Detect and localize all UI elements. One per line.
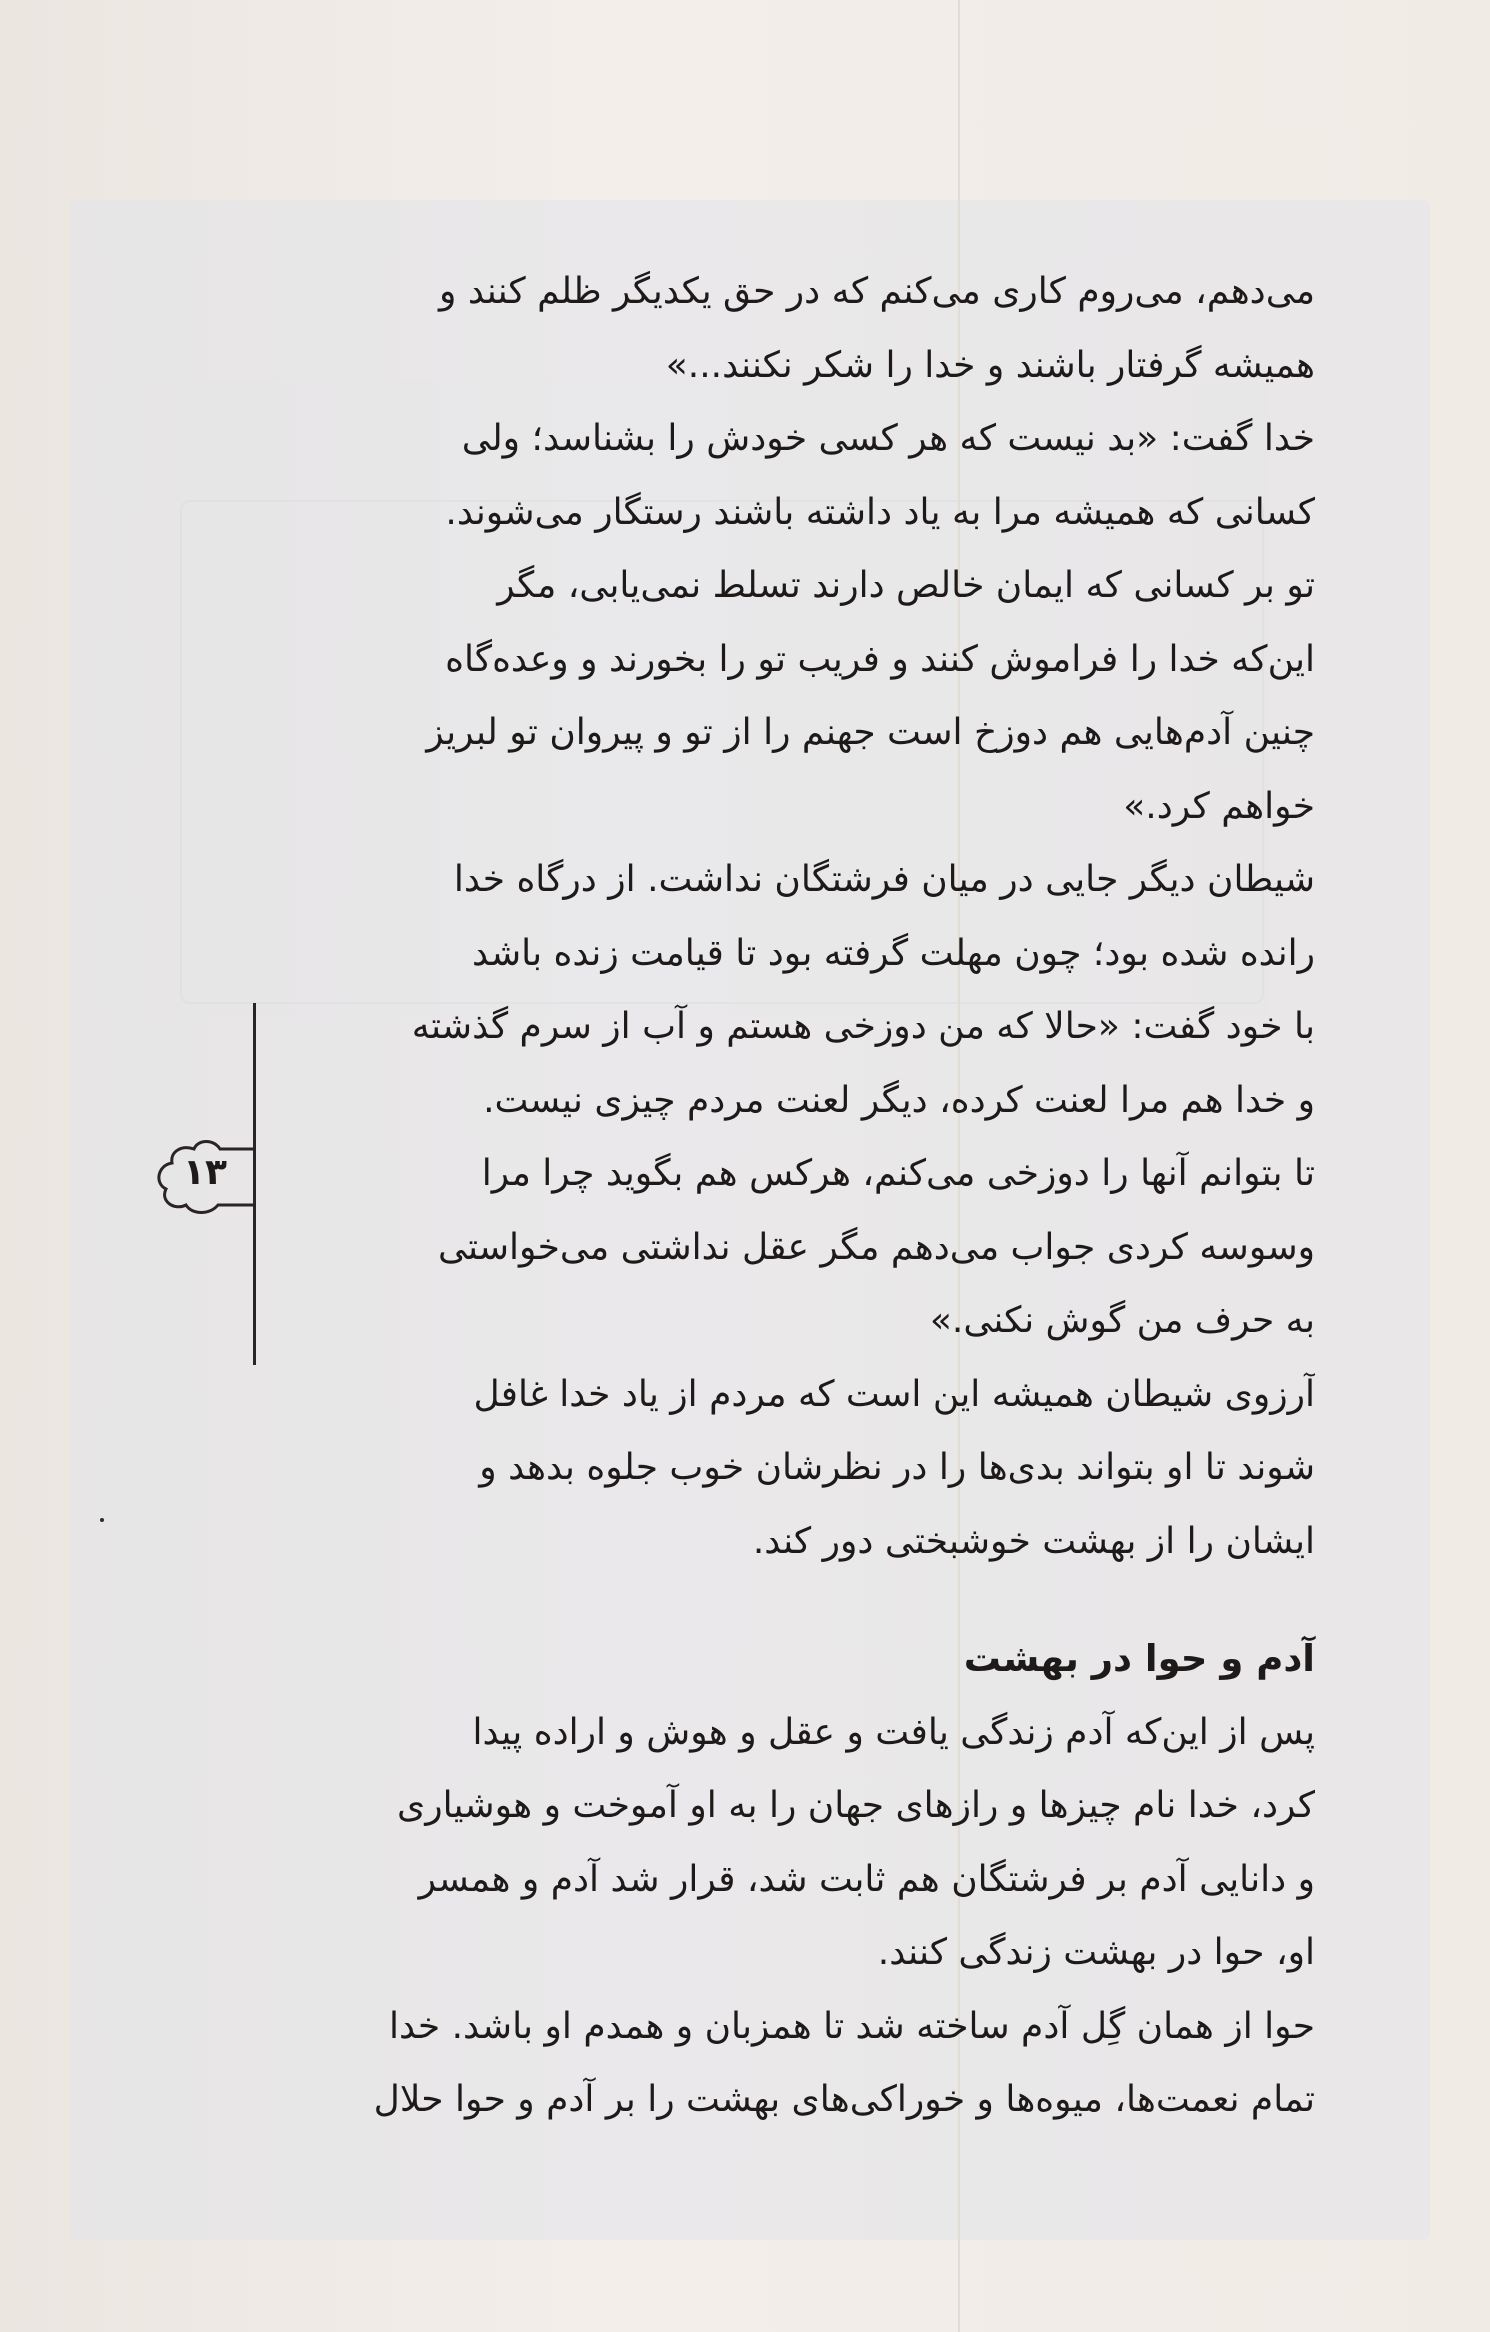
text-line: تا بتوانم آنها را دوزخی می‌کنم، هرکس هم بگوید چرا مرا — [481, 1153, 1315, 1194]
text-line: پس از این‌که آدم زندگی یافت و عقل و هوش و اراده پیدا — [472, 1711, 1315, 1753]
text-line: و خدا هم مرا لعنت کرده، دیگر لعنت مردم چیزی نیست. — [483, 1079, 1315, 1121]
section-heading: آدم و حوا در بهشت — [963, 1637, 1315, 1680]
body-text — [305, 255, 1315, 2137]
text-line: و دانایی آدم بر فرشتگان هم ثابت شد، قرار شد آدم و همسر — [418, 1858, 1315, 1900]
print-speck — [100, 1518, 104, 1522]
text-line: تو بر کسانی که ایمان خالص دارند تسلط نمی‌یابی، مگر — [497, 565, 1315, 606]
text-line: شیطان دیگر جایی در میان فرشتگان نداشت. از درگاه خدا — [453, 859, 1315, 900]
text-line: تمام نعمت‌ها، میوه‌ها و خوراکی‌های بهشت را بر آدم و حوا حلال — [373, 2079, 1315, 2120]
text-line: رانده شده بود؛ چون مهلت گرفته بود تا قیامت زنده باشد — [472, 932, 1315, 974]
text-line: شوند تا او بتواند بدی‌ها را در نظرشان خوب جلوه بدهد و — [479, 1447, 1315, 1488]
text-line: با خود گفت: «حالا که من دوزخی هستم و آب از سرم گذشته — [411, 1006, 1315, 1047]
text-line: ایشان را از بهشت خوشبختی دور کند. — [752, 1520, 1315, 1562]
text-line: چنین آدم‌هایی هم دوزخ است جهنم را از تو و پیروان تو لبریز — [426, 712, 1315, 753]
text-line: وسوسه کردی جواب می‌دهم مگر عقل نداشتی می‌خواستی — [437, 1226, 1315, 1268]
page-number: ۱۳ — [183, 1152, 227, 1193]
text-line: همیشه گرفتار باشند و خدا را شکر نکنند...» — [665, 344, 1315, 386]
text-line: خواهم کرد.» — [1123, 785, 1315, 827]
text-line: کرد، خدا نام چیزها و رازهای جهان را به او آموخت و هوشیاری — [397, 1785, 1315, 1826]
text-line: آرزوی شیطان همیشه این است که مردم از یاد خدا غافل — [473, 1373, 1315, 1415]
text-line: به حرف من گوش نکنی.» — [929, 1300, 1315, 1341]
text-line: این‌که خدا را فراموش کنند و فریب تو را بخورند و وعده‌گاه — [445, 638, 1315, 680]
text-line: کسانی که همیشه مرا به یاد داشته باشند رستگار می‌شوند. — [445, 491, 1315, 533]
text-line: خدا گفت: «بد نیست که هر کسی خودش را بشناسد؛ ولی — [461, 418, 1315, 459]
text-line: می‌دهم، می‌روم کاری می‌کنم که در حق یکدیگر ظلم کنند و — [439, 271, 1315, 312]
text-line: حوا از همان گِل آدم ساخته شد تا همزبان و همدم او باشد. خدا — [388, 2005, 1315, 2047]
text-line: او، حوا در بهشت زندگی کنند. — [877, 1932, 1315, 1973]
